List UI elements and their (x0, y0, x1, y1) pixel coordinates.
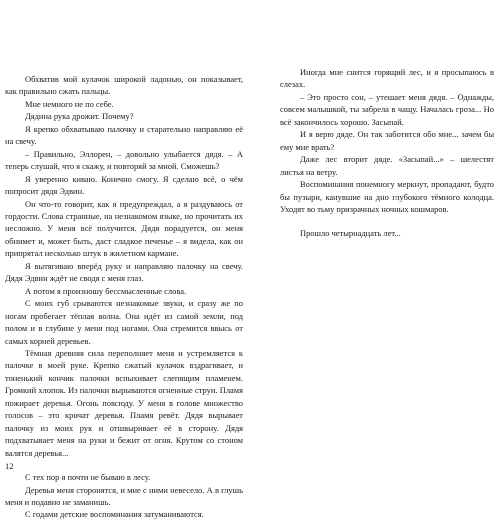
paragraph: – Это просто сон, – утешает меня дядя. – Однажды, совсем малышкой, ты забрела в чащу. Началась гроза... Но всё закончилось хорошо. Засыпай. (280, 91, 494, 127)
paragraph: Дядина рука дрожит. Почему? (25, 111, 134, 122)
left-page (0, 0, 250, 520)
paragraph: С годами детские воспоминания затуманиваются. (25, 509, 204, 520)
paragraph: А потом я произношу бессмысленные слова. (25, 285, 187, 296)
page-number: 12 (5, 461, 14, 471)
section-break-text: Прошло четырнадцать лет... (300, 228, 401, 239)
paragraph: Даже лес вторит дяде. «Засыпай...» – шелестят листья на ветру. (280, 154, 494, 177)
paragraph: Мне немного не по себе. (25, 98, 114, 109)
section-gap (280, 215, 494, 227)
paragraph: Я крепко обхватываю палочку и старательно направляю её на свечу. (5, 123, 243, 147)
paragraph: Я уверенно киваю. Конечно смогу. Я сделаю всё, о чём попросит дядя Эдвин. (5, 173, 243, 197)
paragraph: Воспоминания понемногу меркнут, пропадают, будто бы пузыри, канувшие на дно глубокого тёмного колодца. Уходят во тьму призрачных ночных кошмаров. (280, 179, 494, 214)
paragraph: Иногда мне снится горящий лес, и я просыпаюсь в слезах. (280, 67, 494, 90)
right-page (250, 0, 500, 500)
paragraph: И я верю дяде. Он так заботится обо мне... зачем бы ему мне врать? (280, 129, 494, 152)
paragraph: С тех пор я почти не бываю в лесу. (25, 472, 151, 483)
paragraph: Деревья меня сторонятся, и мне с ними невесело. А в глушь меня и подавно не заманишь. (5, 484, 243, 507)
paragraph: Я вытягиваю вперёд руку и направляю палочку на свечу. Дядя Эдвин ждёт не сводя с меня глаз. (5, 260, 243, 284)
paragraph: Он что-то говорит, как я предупреждал, а я раздуваюсь от гордости. Слова странные, на незнакомом языке, но прочитать их несложно. У меня всё получится. Дядя порадуется, он меня обнимет и, может быть, даст сладкое печенье – я видела, как он припрятал несколько штук в жилетном кармане. (5, 198, 243, 259)
paragraph: С моих губ срываются незнакомые звуки, и сразу же по ногам пробегает тёплая волна. Она идёт из самой земли, под полом и в глубине у меня под ногами. Она стремится ввысь от самых корней деревьев. (5, 298, 243, 346)
section-gap (5, 459, 243, 471)
paragraph: Тёмная древняя сила переполняет меня и устремляется к палочке в моей руке. Крепко сжатый кулачок вздрагивает, и тоненький кончик палочки вспыхивает слепящим пламенем. Громкий хлопок. Из палочки вырываются огненные струи. Пламя пожирает деревья. Огонь повсюду. У меня в голове множество голосов – это кричат деревья. Пламя ревёт. Дядя вырывает палочку из моих рук и отшвыривает её в сторону. Дядя подхватывает меня на руки и бежит от огня. Крутом со стоном валятся деревья... (5, 347, 243, 458)
paragraph: – Правильно, Эллорен, – довольно улыбается дядя. – А теперь слушай, что я скажу, и повторяй за мной. Сможешь? (5, 148, 243, 172)
paragraph: Обхватив мой кулачок широкой ладонью, он показывает, как правильно сжать пальцы. (5, 74, 243, 97)
